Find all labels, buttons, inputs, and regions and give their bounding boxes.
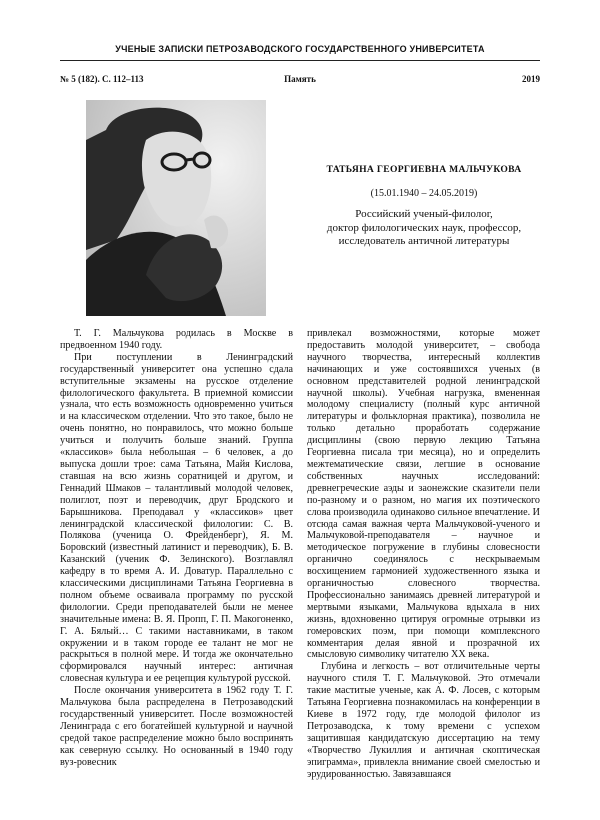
person-name: ТАТЬЯНА ГЕОРГИЕВНА МАЛЬЧУКОВА — [326, 164, 522, 175]
paragraph: После окончания университета в 1962 году Т. Г. Мальчукова была распределена в Петрозаводский государственный университет. После возможностей Ленинграда с его богатейшей культурной и научной средой такое распределение можно было воспринять как северную ссылку. Но основанный в 1940 году вуз-ровесник — [60, 685, 293, 768]
person-description — [300, 208, 548, 249]
header-rule — [60, 60, 540, 61]
text-column-right — [307, 328, 540, 780]
year: 2019 — [522, 74, 540, 84]
life-dates: (15.01.1940 – 24.05.2019) — [370, 188, 478, 199]
issue-info: № 5 (182). С. 112–113 — [60, 74, 144, 84]
paragraph: Глубина и легкость – вот отличительные черты научного стиля Т. Г. Мальчуковой. Это отмечали такие маститые ученые, как А. Ф. Лосев, с которым Татьяна Георгиевна познакомилась на конференции в Киеве в 1972 году, где молодой филолог из Петрозаводска, к тому времени с успехом защитившая кандидатскую диссертацию на тему «Творчество Лукиллия и античная скоптическая эпиграмма», привлекла внимание своей смелостью и эрудированностью. Завязавшаяся — [307, 661, 540, 780]
paragraph: привлекал возможностями, которые может предоставить молодой университет, – свобода научного творчества, интересный коллектив начинающих и уже состоявшихся ученых (в основном представителей родной ленинградской научной школы). Учебная нагрузка, вмененная молодому специалисту (полный курс античной литературы и фольклорная практика), позволила не только детально проработать содержание дисциплины (свою первую лекцию Татьяна Георгиевна писала три месяца), но и определить межтематические связи, легшие в основание собственных научных исследований: древнегреческие аэды и заонежские сказители пели по-разному и о разном, но магия их поэтического слова производила одинаково сильное впечатление. И отсюда самая важная черта Мальчуковой-ученого и Мальчуковой-преподавателя – научное и методическое погружение в глубины словесности органично соединялось с нескрываемым восхищением гармонией художественного языка и органичностью словесного творчества. Профессионально занимаясь древней литературой и мертвыми языками, Мальчукова вдыхала в них жизнь, вдохновенно цитируя огромные отрывки из гомеровских поэм, при помощи комплексного комментария делая явной и прозрачной их смысловую символику читателю XX века. — [307, 328, 540, 661]
section-label: Память — [284, 74, 316, 84]
portrait-photo — [86, 100, 266, 316]
text-column-left — [60, 328, 293, 769]
description-line: Российский ученый-филолог, — [355, 208, 493, 220]
paragraph: Т. Г. Мальчукова родилась в Москве в предвоенном 1940 году. — [60, 328, 293, 351]
description-line: доктор филологических наук, профессор, — [326, 221, 522, 234]
paragraph: При поступлении в Ленинградский государственный университет она успешно сдала вступительные экзамены на русское отделение филологического факультета. В приемной комиссии узнала, что есть возможность одновременно учиться и на классическом отделении. Что это такое, было не очень понятно, но понравилось, что можно больше учиться и получить больше знаний. Группа «классиков» была небольшая – 6 человек, а до выпуска дошли трое: сама Татьяна, Майя Кислова, ставшая на всю жизнь соратницей и другом, и Геннадий Шмаков – талантливый молодой человек, полиглот, поэт и переводчик, друг Бродского и Барышникова. Преподавал у «классиков» цвет ленинградской классической филологии: С. В. Полякова (ученица О. Фрейденберг), Я. М. Боровский (известный латинист и переводчик), Б. В. Казанский (ученик Ф. Зелинского). Возглавлял кафедру в то время А. И. Доватур. Параллельно с классическими дисциплинами Татьяна Георгиевна в полном объеме осваивала программу по русской филологии. Среди преподавателей были не менее значительные имена: В. Я. Пропп, Г. П. Макогоненко, Г. А. Бялый… С такими наставниками, в таком окружении и в таком городе ее талант не мог не раскрыться в полной мере. И тогда же окончательно сформировался научный интерес: античная словесная культура и ее рецепция культурой русской. — [60, 351, 293, 685]
description-line: исследователь античной литературы — [338, 235, 510, 248]
portrait-illustration — [86, 100, 266, 316]
journal-title: УЧЕНЫЕ ЗАПИСКИ ПЕТРОЗАВОДСКОГО ГОСУДАРСТВЕННОГО УНИВЕРСИТЕТА — [115, 44, 485, 54]
